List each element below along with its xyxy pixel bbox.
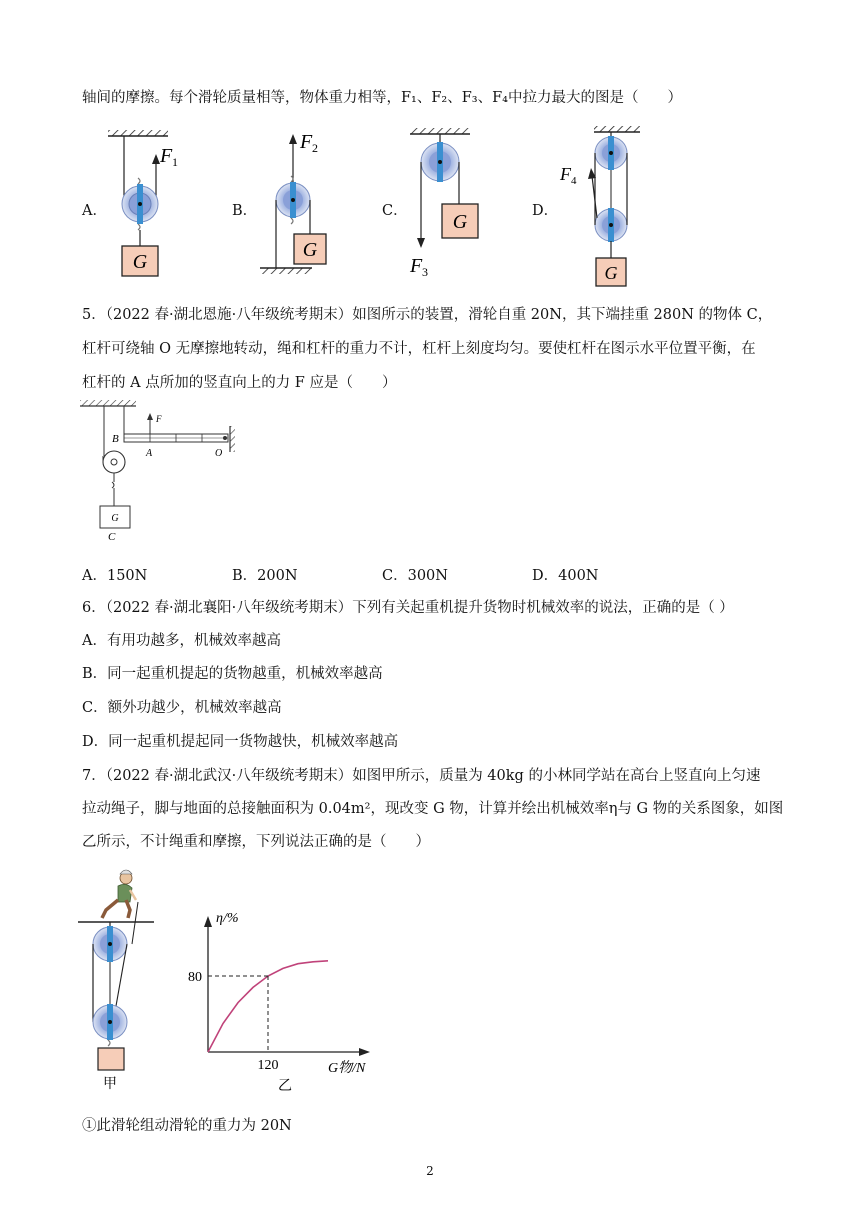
q4-stem-tail: 轴间的摩擦。每个滑轮质量相等，物体重力相等，F₁、F₂、F₃、F₄中拉力最大的图是（ ） xyxy=(82,90,682,106)
q4d-weight-label: G xyxy=(604,263,618,283)
q6-option-d: D．同一起重机提起同一货物越快，机械效率越高 xyxy=(82,734,399,750)
q6-stem: 6．（2022 春·湖北襄阳·八年级统考期末）下列有关起重机提升货物时机械效率的说法，正确的是（ ） xyxy=(82,600,734,616)
y-tick-label: 80 xyxy=(188,970,202,985)
q7-efficiency-chart xyxy=(176,900,386,1096)
q5-option-d: D．400N xyxy=(532,568,599,584)
q6-option-b: B．同一起重机提起的货物越重，机械效率越高 xyxy=(82,666,383,682)
q7-statement-1: ①此滑轮组动滑轮的重力为 20N xyxy=(82,1118,292,1134)
q4-option-a-label: A． xyxy=(82,203,107,219)
q5-point-b-label: B xyxy=(112,433,119,445)
q4c-force-sub: 3 xyxy=(422,265,428,279)
chart-x-label: G物/N xyxy=(328,1061,366,1076)
q5-point-a-label: A xyxy=(146,448,153,459)
figure-b xyxy=(260,131,326,274)
q7-stem-line-1: 7．（2022 春·湖北武汉·八年级统考期末）如图甲所示，质量为 40kg 的小林同学站在高台上竖直向上匀速 xyxy=(82,768,761,784)
chart-x-axis-arrow xyxy=(359,1048,370,1056)
q5-stem-line-3: 杠杆的 A 点所加的竖直向上的力 F 应是（ ） xyxy=(82,375,397,391)
q5-option-c: C．300N xyxy=(382,568,448,584)
chart-y-label: η/% xyxy=(216,911,239,926)
page-number: 2 xyxy=(426,1164,434,1178)
q4-option-c-label: C． xyxy=(382,203,408,219)
q4-pulley-figures xyxy=(100,122,780,292)
q5-option-a: A．150N xyxy=(82,568,148,584)
q7-stem-line-2: 拉动绳子，脚与地面的总接触面积为 0.04m²，现改变 G 物，计算并绘出机械效率η与 G 物的关系图象，如图 xyxy=(82,801,784,817)
q5-option-b: B．200N xyxy=(232,568,298,584)
figure-a xyxy=(108,130,178,276)
q4c-weight-label: G xyxy=(452,211,468,233)
q4a-force-label: F xyxy=(160,145,173,167)
q4a-weight-label: G xyxy=(132,251,148,273)
q6-option-a: A．有用功越多，机械效率越高 xyxy=(82,633,281,649)
q7-figure-jia-caption: 甲 xyxy=(103,1077,117,1092)
q5-stem-line-2: 杠杆可绕轴 O 无摩擦地转动，绳和杠杆的重力不计，杠杆上刻度均匀。要使杠杆在图示水平位置平衡，在 xyxy=(82,341,756,357)
q4-option-b-label: B． xyxy=(232,203,258,219)
q7-figure-yi-caption: 乙 xyxy=(278,1079,292,1094)
q7-figure-jia xyxy=(76,866,166,1092)
q7-stem-line-3: 乙所示，不计绳重和摩擦，下列说法正确的是（ ） xyxy=(82,834,430,850)
pulley-icon xyxy=(122,178,158,230)
q5-lever-figure xyxy=(70,396,250,544)
q4-option-d-label: D． xyxy=(532,203,559,219)
q5-force-label: F xyxy=(156,414,162,424)
q5-object-c-label: C xyxy=(108,531,116,543)
figure-c xyxy=(409,128,478,279)
q4b-weight-label: G xyxy=(302,239,318,261)
q4b-force-label: F xyxy=(300,131,313,153)
q4d-force-label: F xyxy=(560,164,571,184)
q6-option-c: C．额外功越少，机械效率越高 xyxy=(82,700,282,716)
q4a-force-sub: 1 xyxy=(172,155,178,169)
q5-point-o-label: O xyxy=(215,448,223,459)
q4b-force-sub: 2 xyxy=(312,141,318,155)
figure-d xyxy=(559,126,640,286)
person-icon xyxy=(102,870,136,918)
q4c-force-label: F xyxy=(410,255,423,277)
x-tick-label: 120 xyxy=(257,1058,279,1073)
q5-weight-label: G xyxy=(111,513,119,524)
q4d-force-sub: 4 xyxy=(571,175,577,187)
q5-stem-line-1: 5．（2022 春·湖北恩施·八年级统考期末）如图所示的装置，滑轮自重 20N，其下端挂重 280N 的物体 C， xyxy=(82,307,773,323)
chart-y-axis-arrow xyxy=(204,916,212,927)
